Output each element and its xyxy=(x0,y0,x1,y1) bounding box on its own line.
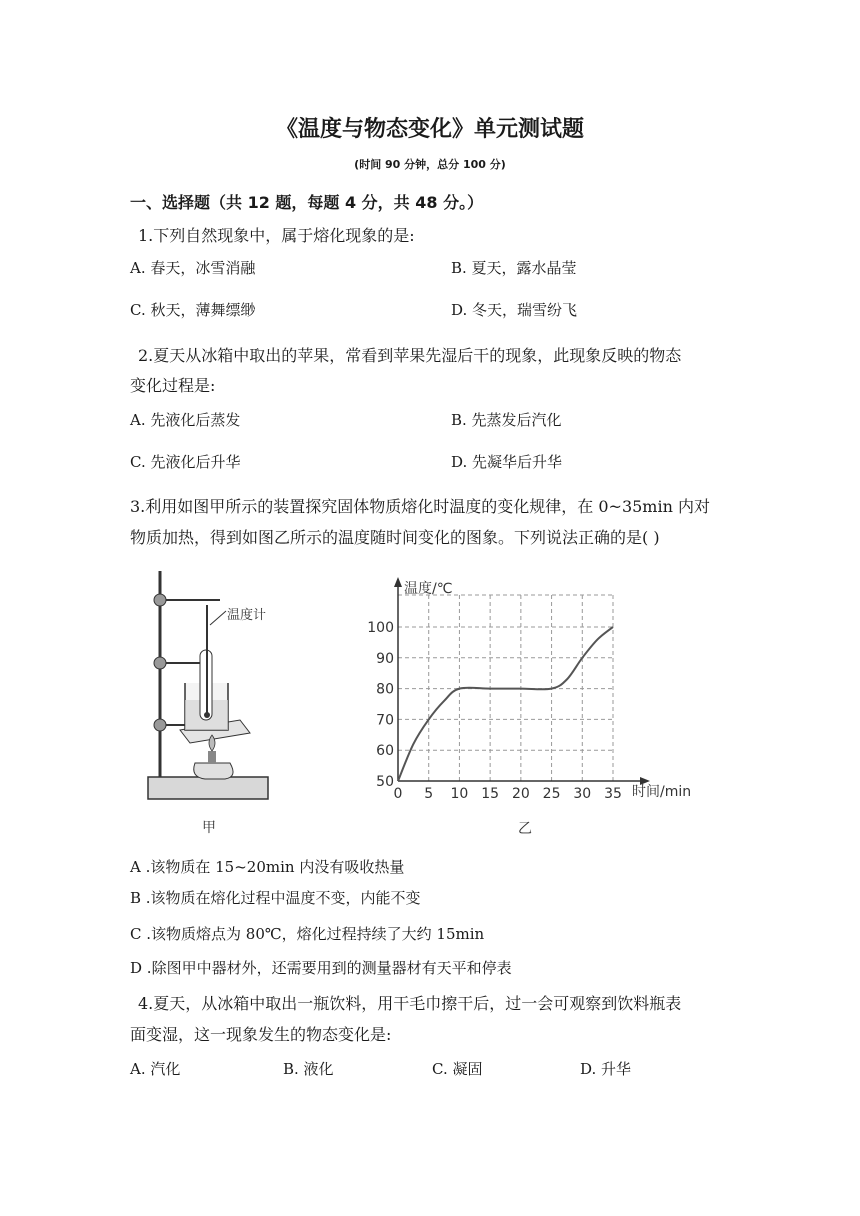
apparatus-figure xyxy=(130,565,330,840)
page-title: 《温度与物态变化》单元测试题 xyxy=(275,117,584,142)
question-1-option-c: C. 秋天，薄舞缥缈 xyxy=(130,301,256,319)
question-2-option-a: A. 先液化后蒸发 xyxy=(130,411,241,429)
y-axis-label: 温度/℃ xyxy=(404,581,453,597)
y-tick-label: 70 xyxy=(376,712,394,729)
stand-base xyxy=(148,777,268,799)
question-3-stem-line-1: 3.利用如图甲所示的装置探究固体物质熔化时温度的变化规律，在 0~35min 内对 xyxy=(130,497,710,516)
chart-axes xyxy=(394,577,650,785)
x-tick-label: 30 xyxy=(573,786,592,802)
question-4-option-d: D. 升华 xyxy=(580,1060,632,1078)
question-3-option-b: B .该物质在熔化过程中温度不变，内能不变 xyxy=(130,889,421,907)
y-tick-label: 90 xyxy=(376,650,394,667)
chart-tick-labels xyxy=(367,620,622,802)
question-2-option-d: D. 先凝华后升华 xyxy=(451,453,563,471)
series-line xyxy=(398,627,613,781)
question-1-stem: 1.下列自然现象中，属于熔化现象的是: xyxy=(138,226,415,245)
question-1-option-b: B. 夏天，露水晶莹 xyxy=(451,259,577,277)
question-4-option-c: C. 凝固 xyxy=(432,1060,483,1078)
question-4-option-a: A. 汽化 xyxy=(130,1060,181,1078)
question-3-option-a: A .该物质在 15~20min 内没有吸收热量 xyxy=(130,858,405,876)
question-4-stem-line-1: 4.夏天，从冰箱中取出一瓶饮料，用干毛巾擦干后，过一会可观察到饮料瓶表 xyxy=(138,994,682,1013)
question-2-option-c: C. 先液化后升华 xyxy=(130,453,241,471)
temperature-time-chart xyxy=(360,565,710,840)
question-3-option-d: D .除图甲中器材外，还需要用到的测量器材有天平和停表 xyxy=(130,959,512,977)
question-2-stem-line-1: 2.夏天从冰箱中取出的苹果，常看到苹果先湿后干的现象，此现象反映的物态 xyxy=(138,346,682,365)
x-tick-label: 0 xyxy=(393,786,403,802)
y-tick-label: 80 xyxy=(376,681,394,698)
question-2-stem-line-2: 变化过程是: xyxy=(130,376,216,395)
section-heading: 一、选择题（共 12 题，每题 4 分，共 48 分。） xyxy=(130,193,484,212)
question-2-option-b: B. 先蒸发后汽化 xyxy=(451,411,562,429)
question-1-option-a: A. 春天，冰雪消融 xyxy=(130,259,256,277)
y-axis-arrow xyxy=(394,577,402,587)
question-1-option-d: D. 冬天，瑞雪纷飞 xyxy=(451,301,578,319)
x-axis-label: 时间/min xyxy=(632,784,692,800)
y-tick-label: 50 xyxy=(376,774,394,790)
y-tick-label: 60 xyxy=(376,743,394,760)
y-tick-label: 100 xyxy=(367,620,394,636)
x-tick-label: 5 xyxy=(424,786,434,802)
exam-subtitle: (时间 90 分钟，总分 100 分) xyxy=(354,158,506,171)
question-4-stem-line-2: 面变湿，这一现象发生的物态变化是: xyxy=(130,1025,392,1044)
figure-caption-left: 甲 xyxy=(202,820,216,836)
figure-caption-right: 乙 xyxy=(518,821,532,837)
question-3-option-c: C .该物质熔点为 80℃，熔化过程持续了大约 15min xyxy=(130,925,485,943)
question-3-stem-line-2: 物质加热，得到如图乙所示的温度随时间变化的图象。下列说法正确的是( ) xyxy=(130,528,660,547)
x-tick-label: 10 xyxy=(450,786,469,802)
thermometer-label: 温度计 xyxy=(227,608,267,623)
x-tick-label: 20 xyxy=(511,786,530,802)
x-tick-label: 35 xyxy=(604,786,622,802)
x-tick-label: 15 xyxy=(481,786,500,802)
x-tick-label: 25 xyxy=(542,786,561,802)
question-4-option-b: B. 液化 xyxy=(283,1060,334,1078)
